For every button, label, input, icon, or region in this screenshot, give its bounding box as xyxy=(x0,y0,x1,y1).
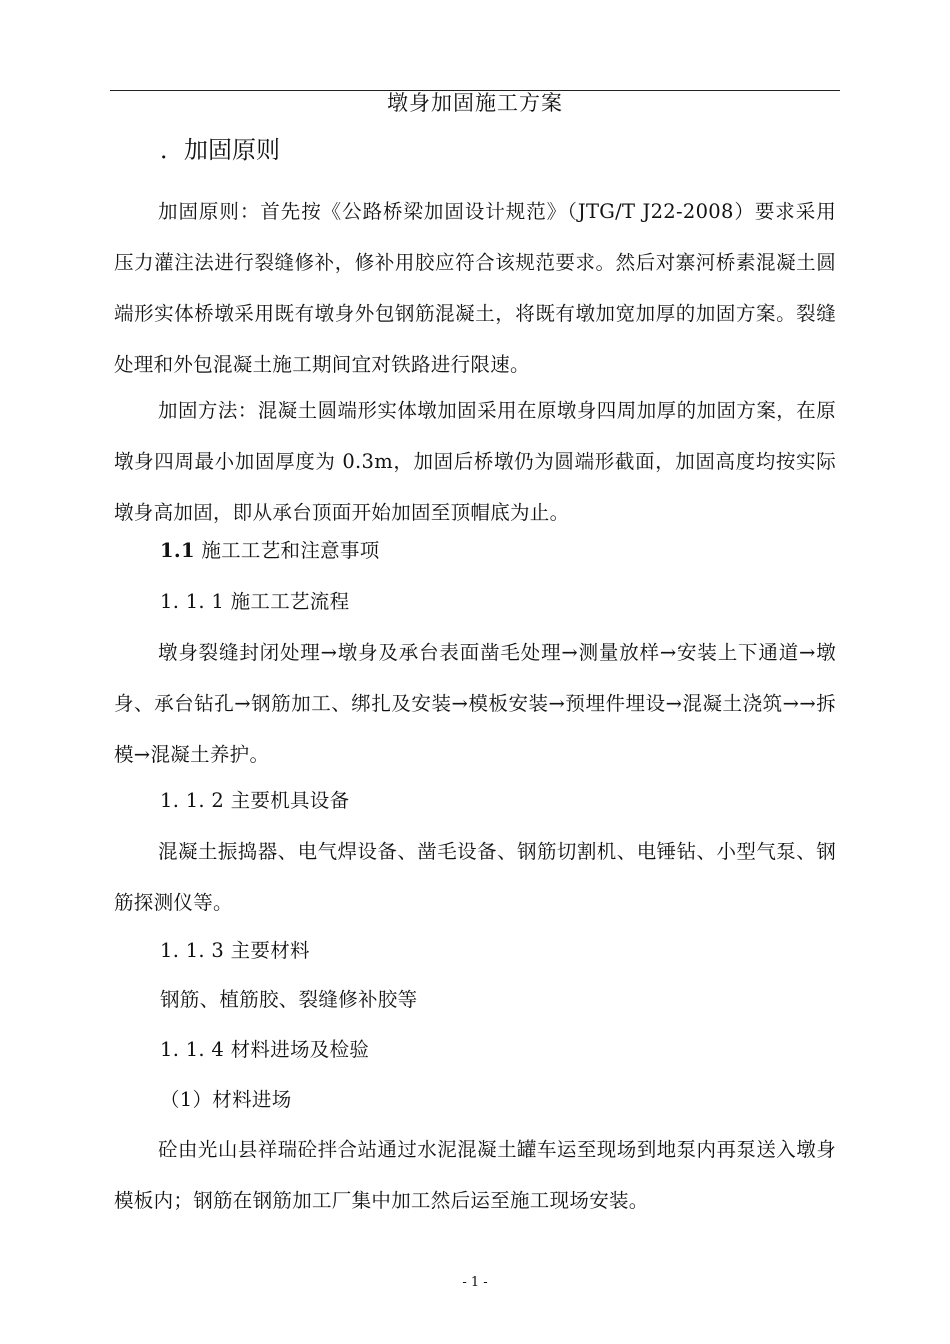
paragraph-material-entry: 砼由光山县祥瑞砼拌合站通过水泥混凝土罐车运至现场到地泵内再泵送入墩身模板内；钢筋在钢筋加工厂集中加工然后运至施工现场安装。 xyxy=(114,1138,836,1212)
heading-1-1 xyxy=(160,536,380,566)
heading-1-1-3: 1. 1. 3 主要材料 xyxy=(160,939,310,962)
document-title: 墩身加固施工方案 xyxy=(387,91,563,115)
paragraph-principle: 加固原则：首先按《公路桥梁加固设计规范》（JTG/T J22-2008）要求采用压力灌注法进行裂缝修补，修补用胶应符合该规范要求。然后对寨河桥素混凝土圆端形实体桥墩采用既有墩身外包钢筋混凝土，将既有墩加宽加厚的加固方案。裂缝处理和外包混凝土施工期间宜对铁路进行限速。 xyxy=(114,200,836,376)
heading-1-1-1: 1. 1. 1 施工工艺流程 xyxy=(160,590,350,613)
heading-1-1-4: 1. 1. 4 材料进场及检验 xyxy=(160,1038,370,1061)
paragraph-method: 加固方法：混凝土圆端形实体墩加固采用在原墩身四周加厚的加固方案，在原墩身四周最小加固厚度为 0.3m，加固后桥墩仍为圆端形截面，加固高度均按实际墩身高加固，即从承台顶面开始加固至顶帽底为止。 xyxy=(114,399,836,524)
paragraph-equipment: 混凝土振捣器、电气焊设备、凿毛设备、钢筋切割机、电锤钻、小型气泵、钢筋探测仪等。 xyxy=(114,840,836,914)
paragraph-materials: 钢筋、植筋胶、裂缝修补胶等 xyxy=(160,988,418,1011)
page-number: - 1 - xyxy=(462,1275,488,1290)
item-material-entry: （1）材料进场 xyxy=(160,1088,292,1111)
paragraph-process-flow: 墩身裂缝封闭处理→墩身及承台表面凿毛处理→测量放样→安装上下通道→墩身、承台钻孔→钢筋加工、绑扎及安装→模板安装→预埋件埋设→混凝土浇筑→→拆模→混凝土养护。 xyxy=(114,641,836,766)
heading-1-1-number: 1.1 xyxy=(160,539,195,562)
section-heading-principle: ．加固原则 xyxy=(160,136,280,164)
heading-1-1-2: 1. 1. 2 主要机具设备 xyxy=(160,789,350,812)
heading-1-1-text: 施工工艺和注意事项 xyxy=(194,539,380,562)
